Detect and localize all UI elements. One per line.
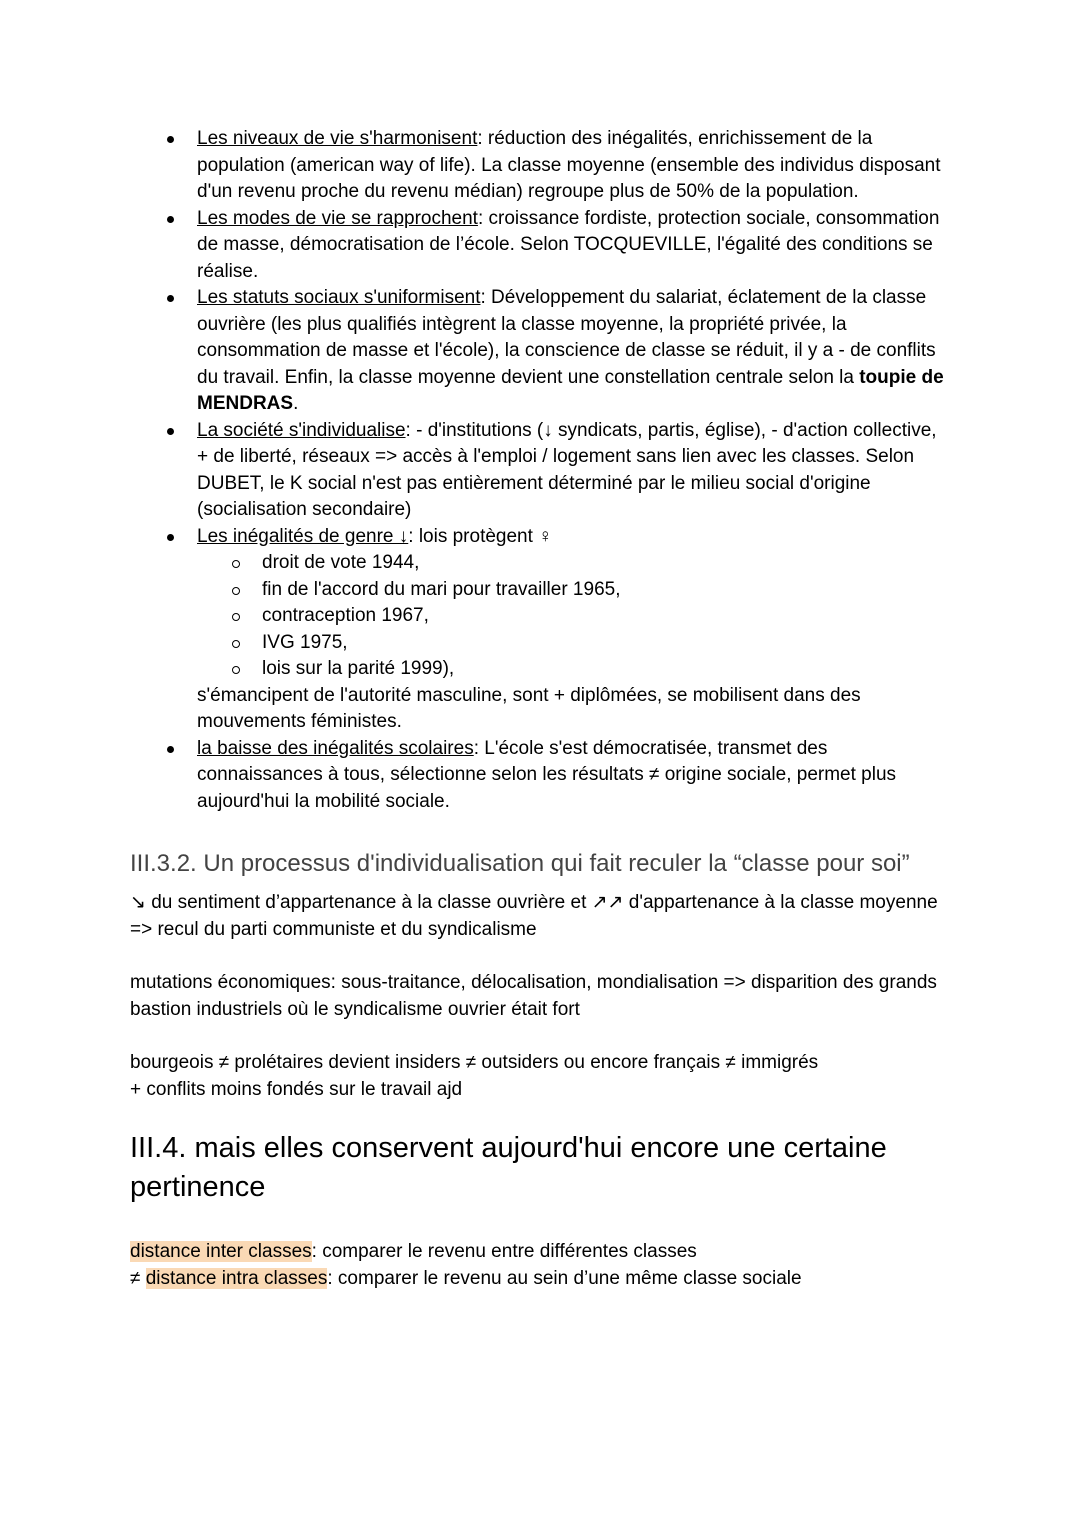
bullet-marker	[167, 136, 174, 143]
bullet-text: : Développement du salariat, éclatement de la classe ouvrière (les plus qualifiés intègrent la classe moyenne, la propriété privée, la consommation de masse et l'école), la conscience de classe se réduit, il y a - de conflits du travail. Enfin, la classe moyenne devient une constellation centrale selon la	[197, 287, 936, 388]
sub-bullet-text: droit de vote 1944,	[262, 552, 420, 573]
circle-bullet-marker	[232, 560, 240, 568]
bullet-marker	[167, 295, 174, 302]
bullet-lead: Les inégalités de genre ↓	[197, 525, 409, 547]
bullet-lead: La société s'individualise	[197, 419, 406, 441]
paragraph-mutations-economiques: mutations économiques: sous-traitance, délocalisation, mondialisation => disparition des grands bastion industriels où le syndicalisme ouvrier était fort	[130, 972, 937, 1020]
bullet-continuation-text: s'émancipent de l'autorité masculine, sont + diplômées, se mobilisent dans des mouvements féministes.	[197, 684, 861, 732]
circle-bullet-marker	[232, 587, 240, 595]
bullet-marker	[167, 746, 174, 753]
bullet-lead: Les modes de vie se rapprochent	[197, 207, 478, 229]
paragraph-line: + conflits moins fondés sur le travail ajd	[130, 1078, 463, 1100]
paragraph-appartenance: ↘ du sentiment d’appartenance à la classe ouvrière et ↗↗ d'appartenance à la classe moyenne => recul du parti communiste et du syndicalisme	[130, 892, 938, 940]
definition-text: : comparer le revenu entre différentes classes	[311, 1241, 697, 1262]
sub-bullet-item-contraception	[197, 603, 948, 630]
sub-bullet-text: contraception 1967,	[262, 605, 429, 626]
highlighted-term-inter-classes: distance inter classes	[130, 1241, 312, 1262]
sub-bullet-text: fin de l'accord du mari pour travailler 1965,	[262, 578, 621, 600]
bullet-marker	[167, 534, 174, 541]
bullet-list	[130, 126, 948, 815]
paragraph-line: bourgeois ≠ prolétaires devient insiders ≠ outsiders ou encore français ≠ immigrés	[130, 1052, 819, 1073]
heading-iii-4: III.4. mais elles conservent aujourd'hui encore une certaine pertinence	[130, 1132, 887, 1203]
sub-bullet-item-vote	[197, 550, 948, 577]
bullet-lead: la baisse des inégalités scolaires	[197, 737, 474, 759]
not-equal-prefix: ≠	[130, 1267, 146, 1289]
bold-term-mendras: toupie de MENDRAS	[197, 366, 944, 414]
bullet-item-inegalites-scolaires	[130, 736, 948, 816]
bullet-item-societe-individualise	[130, 418, 948, 524]
bullet-text: : lois protègent ♀	[408, 525, 553, 547]
definition-text: : comparer le revenu au sein d’une même classe sociale	[327, 1267, 802, 1289]
bullet-item-modes-de-vie	[130, 206, 948, 286]
circle-bullet-marker	[232, 666, 240, 674]
heading-iii-3-2: III.3.2. Un processus d'individualisation qui fait reculer la “classe pour soi”	[130, 850, 910, 877]
highlighted-term-intra-classes: distance intra classes	[145, 1267, 328, 1289]
bullet-lead: Les niveaux de vie s'harmonisent	[197, 128, 478, 149]
sub-bullet-item-parite	[197, 656, 948, 683]
bullet-text: : - d'institutions (↓ syndicats, partis, église), - d'action collective, + de liberté, réseaux => accès à l'emploi / logement sans lien avec les classes. Selon DUBET, le K social n'est pas entièrement déterminé par le milieu social d'origine (socialisation secondaire)	[197, 419, 937, 520]
bullet-text: : L'école s'est démocratisée, transmet des connaissances à tous, sélectionne selon les résultats ≠ origine sociale, permet plus aujourd'hui la mobilité sociale.	[197, 737, 897, 812]
sub-bullet-text: IVG 1975,	[262, 631, 348, 653]
bullet-lead: Les statuts sociaux s'uniformisent	[197, 287, 481, 308]
bullet-marker	[167, 428, 174, 435]
definitions-block	[130, 1239, 948, 1292]
bullet-item-niveaux-de-vie	[130, 126, 948, 206]
sub-bullet-list	[197, 550, 948, 683]
bullet-item-statuts-sociaux	[130, 285, 948, 418]
sub-bullet-item-ivg	[197, 630, 948, 657]
bullet-text-end: .	[293, 393, 299, 414]
sub-bullet-text: lois sur la parité 1999),	[262, 658, 455, 679]
bullet-item-inegalites-genre	[130, 524, 948, 736]
sub-bullet-item-accord-mari	[197, 577, 948, 604]
bullet-marker	[167, 216, 174, 223]
bullet-text: : réduction des inégalités, enrichissement de la population (american way of life). La classe moyenne (ensemble des individus disposant d'un revenu proche du revenu médian) regroupe plus de 50% de la population.	[197, 128, 941, 202]
bullet-text: : croissance fordiste, protection sociale, consommation de masse, démocratisation de l’école. Selon TOCQUEVILLE, l'égalité des conditions se réalise.	[197, 207, 940, 282]
paragraph-bourgeois-proletaires	[130, 1050, 948, 1103]
circle-bullet-marker	[232, 613, 240, 621]
circle-bullet-marker	[232, 640, 240, 648]
